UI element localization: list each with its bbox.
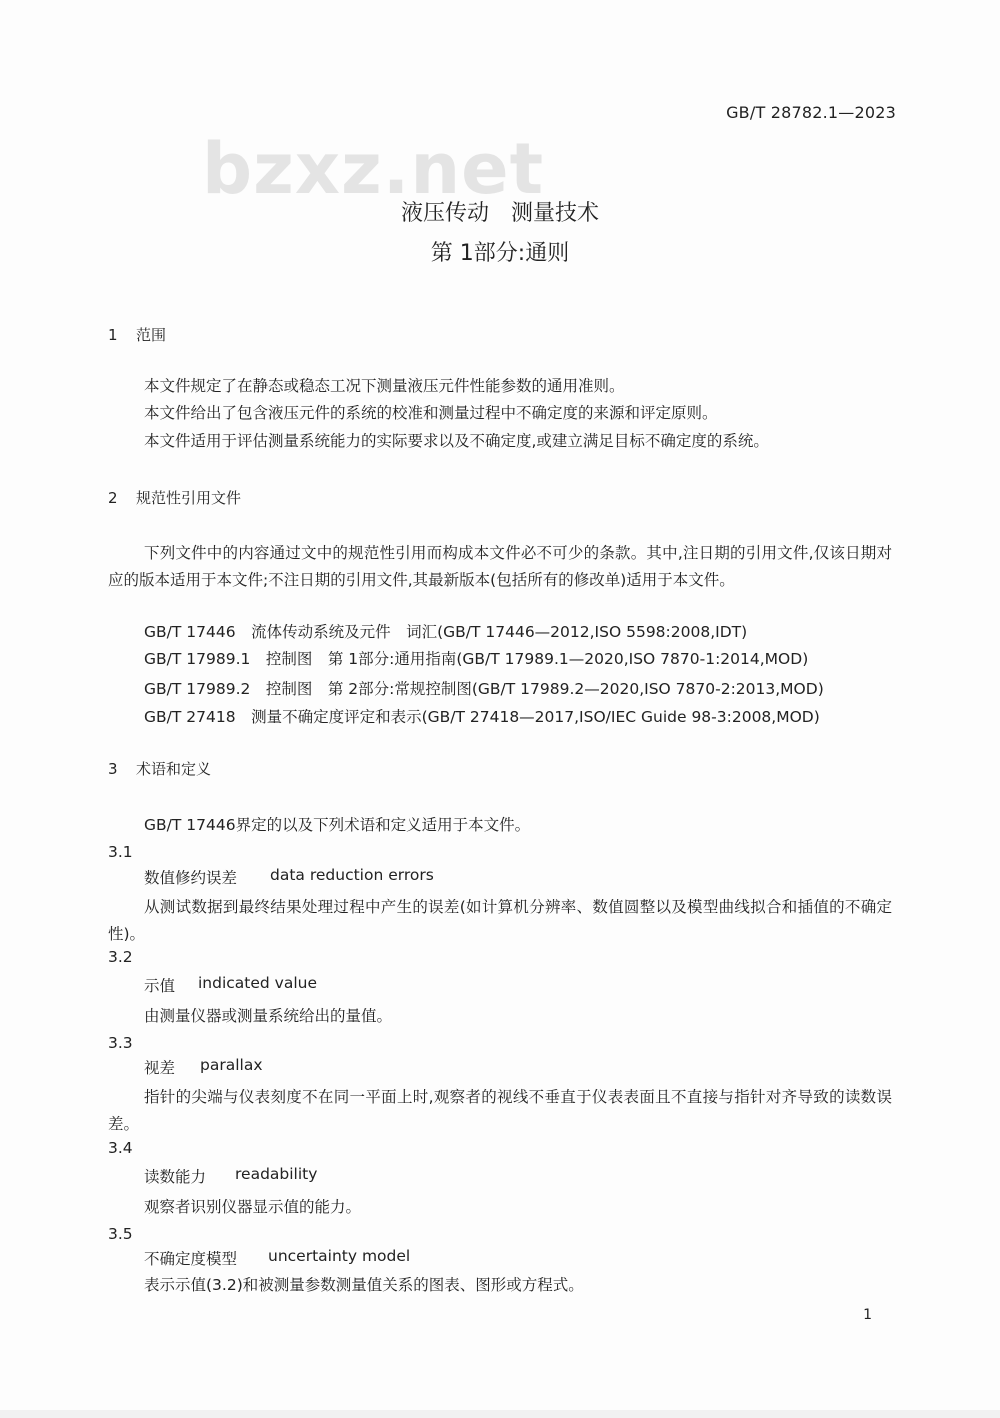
term-name-en: readability	[235, 1165, 318, 1183]
page-bottom-edge	[0, 1410, 1000, 1418]
section-number: 2	[108, 489, 118, 507]
paragraph: GB/T 17446界定的以及下列术语和定义适用于本文件。	[144, 816, 531, 834]
term-name-cn: 视差	[144, 1059, 176, 1077]
standard-code: GB/T 28782.1—2023	[726, 103, 896, 122]
term-name-cn: 数值修约误差	[144, 869, 238, 887]
term-name-cn: 读数能力	[144, 1168, 207, 1186]
term-number: 3.3	[108, 1034, 133, 1052]
term-name-en: uncertainty model	[268, 1247, 411, 1265]
term-definition: 由测量仪器或测量系统给出的量值。	[144, 1007, 393, 1025]
section-1-heading	[108, 324, 166, 345]
term-definition: 表示示值(3.2)和被测量参数测量值关系的图表、图形或方程式。	[144, 1276, 584, 1294]
paragraph: 本文件给出了包含液压元件的系统的校准和测量过程中不确定度的来源和评定原则。	[144, 404, 718, 422]
section-title: 术语和定义	[136, 760, 212, 778]
term-name-en: data reduction errors	[270, 866, 434, 884]
term-number: 3.2	[108, 948, 133, 966]
reference-item: GB/T 27418 测量不确定度评定和表示(GB/T 27418—2017,ISO/IEC Guide 98-3:2008,MOD)	[144, 708, 820, 726]
section-number: 1	[108, 326, 118, 344]
watermark-logo: bzxz.net	[202, 128, 545, 210]
section-title: 范围	[136, 326, 167, 344]
reference-item: GB/T 17989.1 控制图 第 1部分:通用指南(GB/T 17989.1—2020,ISO 7870-1:2014,MOD)	[144, 650, 809, 668]
section-title: 规范性引用文件	[136, 489, 242, 507]
term-name-cn: 不确定度模型	[144, 1250, 238, 1268]
term-number: 3.4	[108, 1139, 133, 1157]
document-title: 液压传动 测量技术	[400, 201, 599, 226]
term-definition: 指针的尖端与仪表刻度不在同一平面上时,观察者的视线不垂直于仪表表面且不直接与指针对齐导致的读数误差。	[108, 1088, 892, 1133]
paragraph: 本文件适用于评估测量系统能力的实际要求以及不确定度,或建立满足目标不确定度的系统。	[144, 432, 769, 450]
paragraph: 本文件规定了在静态或稳态工况下测量液压元件性能参数的通用准则。	[144, 377, 625, 395]
term-name-cn: 示值	[144, 977, 176, 995]
page-number: 1	[863, 1307, 872, 1323]
section-number: 3	[108, 760, 118, 778]
paragraph: 下列文件中的内容通过文中的规范性引用而构成本文件必不可少的条款。其中,注日期的引用文件,仅该日期对应的版本适用于本文件;不注日期的引用文件,其最新版本(包括所有的修改单)适用于本文件。	[108, 544, 892, 589]
term-definition: 从测试数据到最终结果处理过程中产生的误差(如计算机分辨率、数值圆整以及模型曲线拟合和插值的不确定性)。	[108, 898, 892, 943]
term-number: 3.1	[108, 843, 133, 861]
section-3-heading	[108, 758, 211, 779]
document-subtitle: 第 1部分:通则	[430, 241, 570, 266]
term-name-en: parallax	[200, 1056, 263, 1074]
term-number: 3.5	[108, 1225, 133, 1243]
section-2-heading	[108, 487, 241, 508]
reference-item: GB/T 17446 流体传动系统及元件 词汇(GB/T 17446—2012,ISO 5598:2008,IDT)	[144, 623, 748, 641]
reference-item: GB/T 17989.2 控制图 第 2部分:常规控制图(GB/T 17989.2—2020,ISO 7870-2:2013,MOD)	[144, 680, 824, 698]
term-definition: 观察者识别仪器显示值的能力。	[144, 1198, 362, 1216]
term-name-en: indicated value	[198, 974, 318, 992]
